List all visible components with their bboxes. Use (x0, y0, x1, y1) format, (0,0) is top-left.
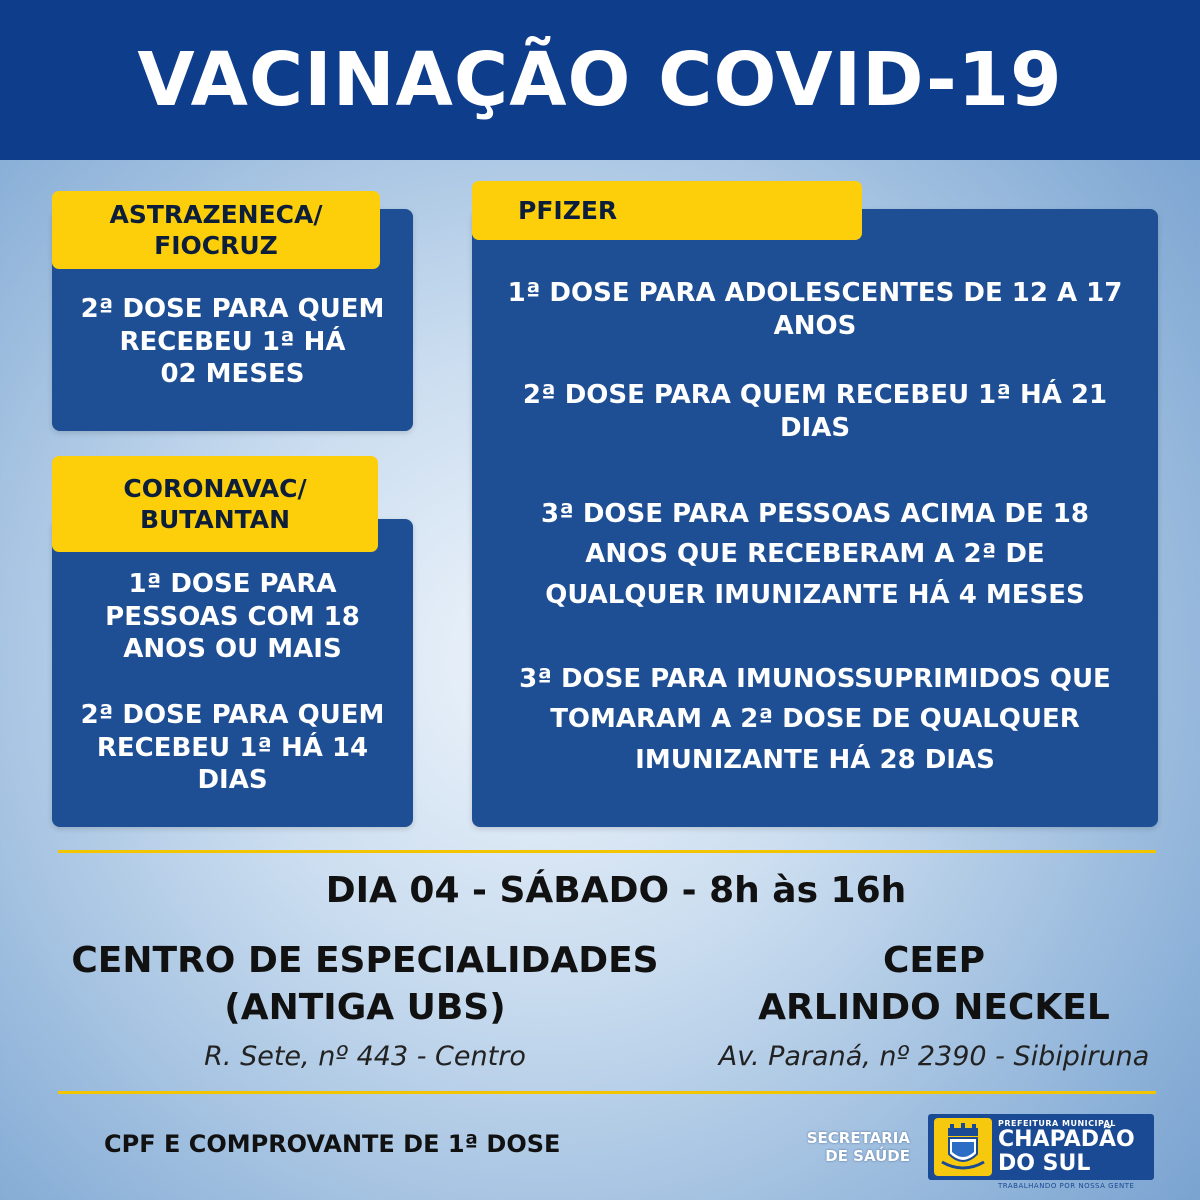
coronavac-tag-line: CORONAVAC/ (123, 473, 307, 503)
pfizer-text-line: IMUNIZANTE HÁ 28 DIAS (635, 744, 995, 775)
footer-note: CPF E COMPROVANTE DE 1ª DOSE (104, 1130, 561, 1158)
page-title: VACINAÇÃO COVID-19 (137, 37, 1063, 123)
coronavac-text-line: RECEBEU 1ª HÁ 14 (96, 732, 369, 763)
pfizer-text-line: DIAS (779, 412, 851, 443)
astrazeneca-text (52, 293, 413, 391)
astrazeneca-text-line: RECEBEU 1ª HÁ (119, 326, 346, 357)
pfizer-text-line: 3ª DOSE PARA IMUNOSSUPRIMIDOS QUE (519, 664, 1111, 694)
prefeitura-slogan: TRABALHANDO POR NOSSA GENTE (998, 1182, 1135, 1190)
astrazeneca-tag-line: ASTRAZENECA/ (109, 199, 323, 229)
pfizer-item-2 (472, 379, 1158, 444)
pfizer-text-line: TOMARAM A 2ª DOSE DE QUALQUER (550, 704, 1080, 735)
coronavac-card (52, 519, 413, 827)
location1-line: (ANTIGA UBS) (224, 986, 506, 1028)
location1-name (30, 938, 700, 1032)
astrazeneca-text-line: 02 MESES (160, 359, 305, 389)
coronavac-tag-line: BUTANTAN (139, 505, 291, 534)
location2-address: Av. Paraná, nº 2390 - Sibipiruna (718, 1041, 1150, 1072)
location1-address: R. Sete, nº 443 - Centro (204, 1041, 526, 1072)
coronavac-text-line: PESSOAS COM 18 (105, 601, 360, 632)
pfizer-text-line: 3ª DOSE PARA PESSOAS ACIMA DE 18 (541, 499, 1089, 529)
city-name-line1: CHAPADÃO (998, 1127, 1135, 1152)
astrazeneca-tag-line: FIOCRUZ (154, 231, 278, 260)
secretaria-label (790, 1129, 910, 1165)
location2-name (700, 938, 1168, 1032)
coronavac-text-line: ANOS OU MAIS (123, 634, 342, 664)
pfizer-tag-label: PFIZER (518, 195, 618, 225)
astrazeneca-tag (52, 191, 380, 269)
pfizer-text-line: 1ª DOSE PARA ADOLESCENTES DE 12 A 17 (507, 278, 1123, 308)
coronavac-text-line: 1ª DOSE PARA (128, 569, 337, 599)
prefeitura-label: PREFEITURA MUNICIPAL (998, 1119, 1116, 1128)
pfizer-text-line: ANOS (773, 310, 857, 341)
coronavac-text-line: 2ª DOSE PARA QUEM (80, 700, 385, 730)
pfizer-item-1 (472, 277, 1158, 342)
pfizer-item-3 (472, 494, 1158, 615)
location2-line: CEEP (883, 940, 985, 981)
secretaria-line: DE SAÚDE (825, 1147, 910, 1165)
header-banner (0, 0, 1200, 160)
coronavac-text-line: DIAS (197, 765, 268, 795)
pfizer-text-line: QUALQUER IMUNIZANTE HÁ 4 MESES (545, 579, 1085, 610)
prefeitura-logo (928, 1114, 1154, 1190)
pfizer-item-4 (472, 659, 1158, 780)
pfizer-text-line: 2ª DOSE PARA QUEM RECEBEU 1ª HÁ 21 (522, 380, 1108, 410)
pfizer-tag (472, 181, 862, 240)
coronavac-dose2-text (52, 699, 413, 797)
pfizer-card (472, 209, 1158, 827)
coronavac-tag (52, 456, 378, 552)
astrazeneca-text-line: 2ª DOSE PARA QUEM (80, 294, 385, 324)
pfizer-text-line: ANOS QUE RECEBERAM A 2ª DE (585, 539, 1045, 570)
coronavac-dose1-text (52, 568, 413, 666)
divider-top (58, 850, 1156, 853)
city-name-line2: DO SUL (998, 1151, 1091, 1176)
schedule-text: DIA 04 - SÁBADO - 8h às 16h (325, 870, 907, 911)
location2-line: ARLINDO NECKEL (758, 986, 1110, 1028)
coat-of-arms-icon (934, 1118, 992, 1176)
secretaria-line: SECRETARIA (806, 1129, 910, 1147)
divider-bottom (58, 1091, 1156, 1094)
location1-line: CENTRO DE ESPECIALIDADES (71, 940, 659, 981)
